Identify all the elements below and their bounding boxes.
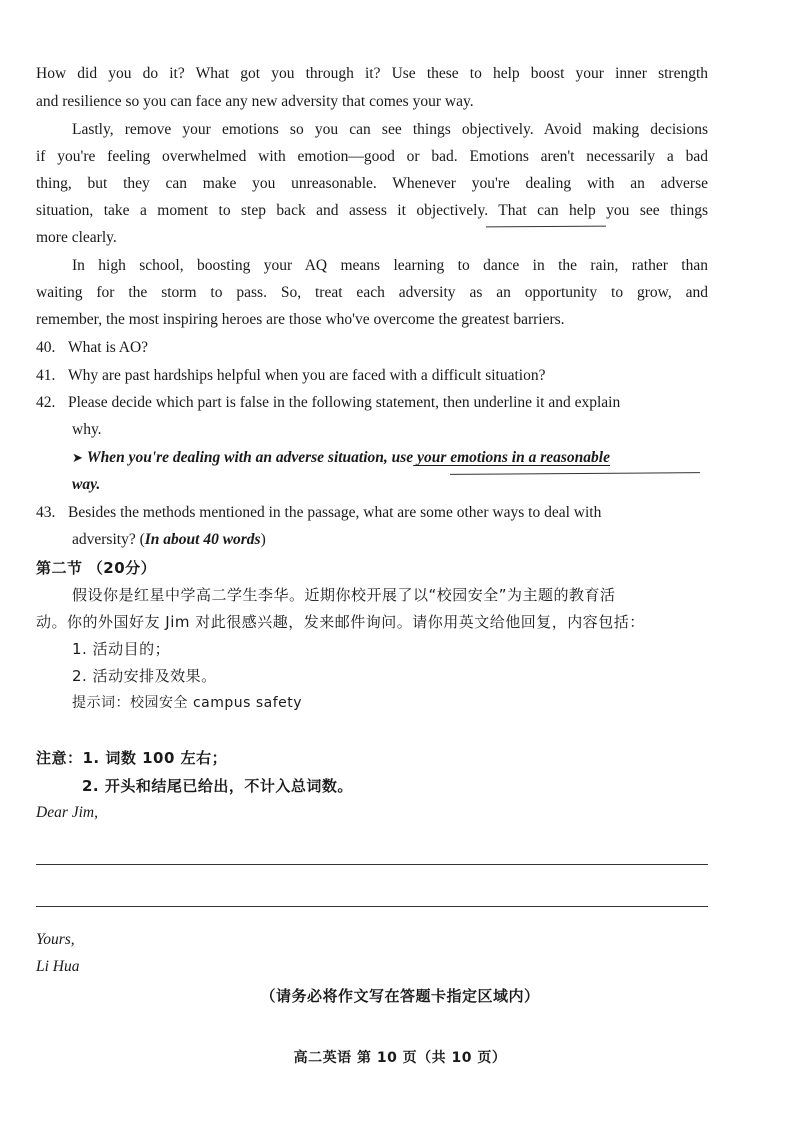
- prompt-item: 1. 活动目的；: [72, 640, 171, 658]
- section-title: 第二节: [36, 559, 83, 577]
- note: 2. 开头和结尾已给出，不计入总词数。: [82, 777, 353, 795]
- question-text: Please decide which part is false in the following statement, then underline it and explain: [68, 394, 621, 411]
- question-text: Why are past hardships helpful when you are faced with a difficult situation?: [68, 367, 546, 384]
- passage-line: and resilience so you can face any new adversity that comes your way.: [36, 93, 474, 110]
- question-number: 42.: [36, 394, 56, 411]
- question-number: 40.: [36, 339, 56, 356]
- question-text: What is AO?: [68, 339, 149, 356]
- question-text: why.: [72, 421, 102, 438]
- question-42: [36, 393, 708, 413]
- passage-line: waiting for the storm to pass. So, treat each adversity as an opportunity to grow, and: [36, 284, 708, 301]
- passage-line: thing, but they can make you unreasonable. Whenever you're dealing with an adverse: [36, 175, 708, 192]
- question-43-line2: [72, 530, 708, 550]
- question-text: adversity? (: [72, 531, 145, 548]
- greeting: Dear Jim,: [36, 804, 98, 821]
- prompt-item: 2. 活动安排及效果。: [72, 667, 217, 685]
- answer-sheet-instruction: （请务必将作文写在答题卡指定区域内）: [260, 987, 540, 1005]
- answer-line: [36, 906, 708, 907]
- question-40: [36, 338, 708, 358]
- answer-line: [36, 864, 708, 865]
- question-42-statement: [72, 448, 708, 469]
- writing-prompt: 动。你的外国好友 Jim 对此很感兴趣，发来邮件询问。请你用英文给他回复，内容包括：: [36, 613, 645, 631]
- question-number: 41.: [36, 367, 56, 384]
- passage-line: more clearly.: [36, 229, 117, 246]
- statement-text: When you're dealing with an adverse situation, use: [86, 449, 414, 466]
- writing-prompt: 假设你是红星中学高二学生李华。近期你校开展了以“校园安全”为主题的教育活: [72, 586, 616, 604]
- question-text: ): [260, 531, 266, 548]
- section-points: （20分）: [87, 559, 157, 577]
- question-41: [36, 366, 708, 386]
- statement-underlined-text: your emotions in a reasonable: [413, 449, 610, 466]
- question-number: 43.: [36, 504, 56, 521]
- passage-line: Lastly, remove your emotions so you can see things objectively. Avoid making decisions: [72, 121, 708, 138]
- passage-line: remember, the most inspiring heroes are those who've overcome the greatest barriers.: [36, 311, 565, 328]
- page-footer: 高二英语 第 10 页（共 10 页）: [293, 1050, 507, 1066]
- section-heading: [36, 558, 708, 578]
- passage-line: How did you do it? What got you through it? Use these to help boost your inner strength: [36, 65, 708, 82]
- closing: Yours,: [36, 931, 75, 948]
- question-43: [36, 503, 708, 523]
- word-limit: In about 40 words: [144, 531, 261, 548]
- passage-line: In high school, boosting your AQ means learning to dance in the rain, rather than: [72, 257, 708, 274]
- signature: Li Hua: [36, 958, 80, 975]
- passage-line: situation, take a moment to step back and assess it objectively. That can help you see things: [36, 202, 708, 219]
- question-text: Besides the methods mentioned in the passage, what are some other ways to deal with: [68, 504, 602, 521]
- hint-words: 提示词：校园安全 campus safety: [72, 695, 303, 711]
- statement-text: way.: [72, 476, 101, 493]
- arrow-bullet-icon: ➤: [72, 451, 83, 466]
- note: 注意：1. 词数 100 左右；: [36, 749, 228, 767]
- passage-line: if you're feeling overwhelmed with emotion—good or bad. Emotions aren't necessarily a bad: [36, 148, 708, 165]
